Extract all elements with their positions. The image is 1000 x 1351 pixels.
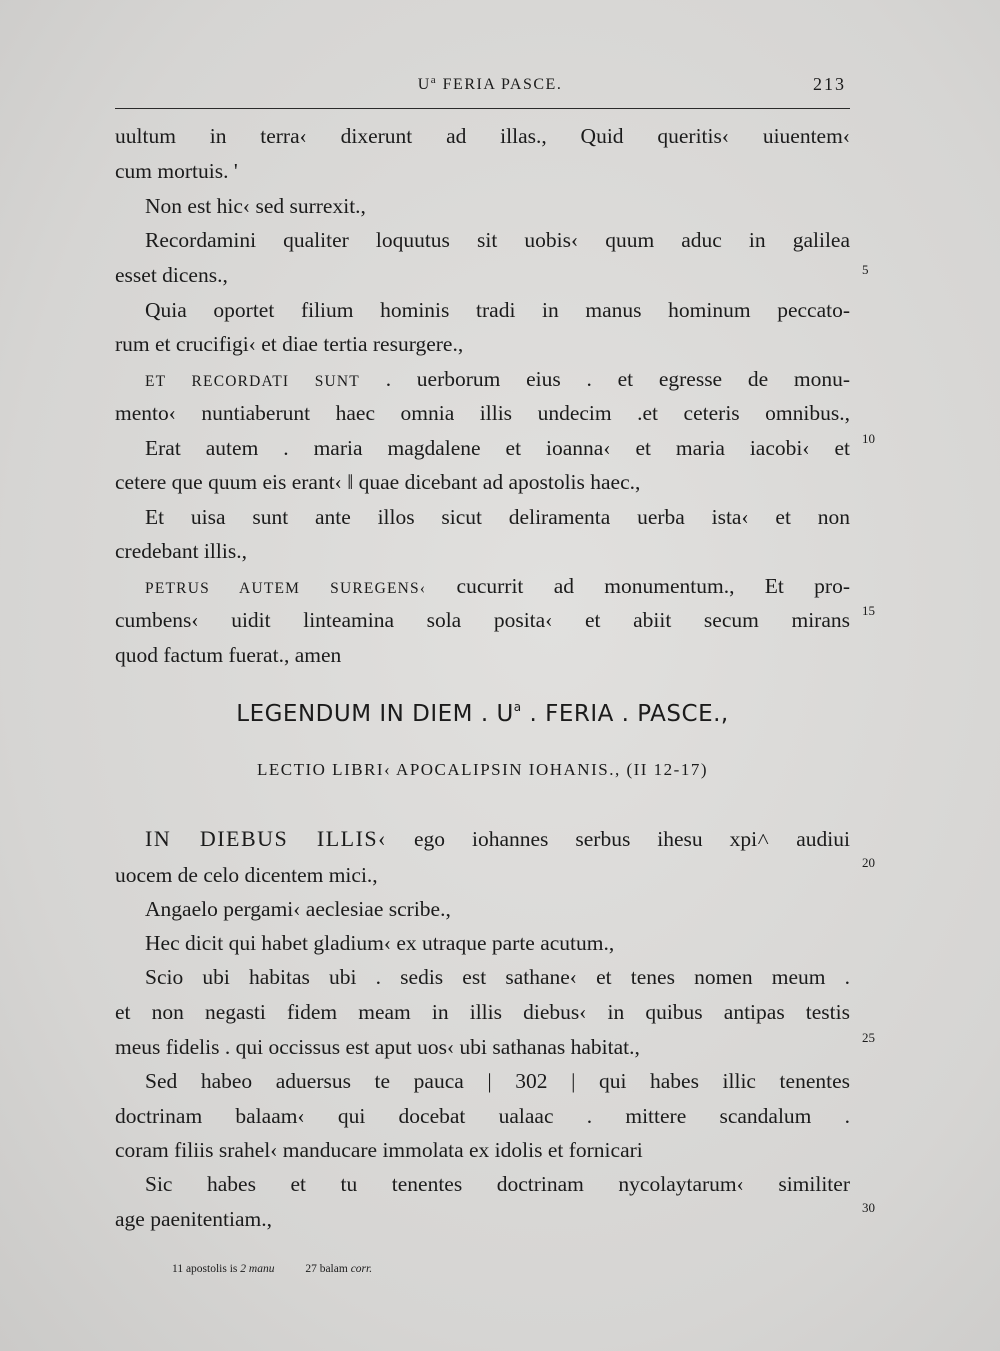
line-number: 30	[862, 1200, 875, 1215]
text-line: cumbens‹ uidit linteamina sola posita‹ et abiit secum mirans	[115, 608, 850, 632]
running-title: $U^a$ FERIA PASCE.	[417, 74, 563, 93]
text-line: meus fidelis . qui occissus est aput uos‹ ubi sathanas habitat.,	[115, 1035, 640, 1059]
text-line: cum mortuis. '	[115, 159, 238, 183]
text-line: coram filiis srahel‹ manducare immolata ex idolis et fornicari	[115, 1138, 643, 1162]
text-line: Sed habeo aduersus te pauca | 302 | qui habes illic tenentes	[145, 1069, 850, 1093]
line-number: 20	[862, 855, 875, 870]
text-line: ET RECORDATI SUNT . uerborum eius . et egresse de monu-	[145, 367, 850, 391]
text-line: PETRUS AUTEM SUREGENS‹ cucurrit ad monumentum., Et pro-	[145, 574, 850, 598]
running-head	[115, 74, 850, 98]
text-line: Non est hic‹ sed surrexit.,	[145, 194, 366, 218]
text-line: Recordamini qualiter loquutus sit uobis‹ quum aduc in galilea	[145, 228, 850, 252]
footnote: 11 apostolis is 2 manu	[172, 1263, 275, 1275]
line-number: 15	[862, 603, 875, 618]
text-line: mento‹ nuntiaberunt haec omnia illis undecim .et ceteris omnibus.,	[115, 401, 850, 425]
section-heading: LEGENDUM IN DIEM . $U^a$ . FERIA . PASCE.,	[236, 700, 729, 727]
line-number: 5	[862, 262, 869, 277]
text-line: quod factum fuerat., amen	[115, 643, 342, 667]
line-number: 10	[862, 431, 875, 446]
header-rule	[115, 108, 850, 109]
text-line: Quia oportet filium hominis tradi in manus hominum peccato-	[145, 298, 850, 322]
text-line: IN DIEBUS ILLIS‹ ego iohannes serbus ihesu xpi˄ audiui	[145, 826, 850, 851]
text-line: Angaelo pergami‹ aeclesiae scribe.,	[145, 897, 451, 921]
text-line: Et uisa sunt ante illos sicut deliramenta uerba ista‹ et non	[145, 505, 850, 529]
section-subheading: LECTIO LIBRI‹ APOCALIPSIN IOHANIS., (II 12-17)	[257, 760, 708, 779]
text-line: age paenitentiam.,	[115, 1207, 272, 1231]
text-line: doctrinam balaam‹ qui docebat ualaac . mittere scandalum .	[115, 1104, 850, 1128]
text-line: Erat autem . maria magdalene et ioanna‹ et maria iacobi‹ et	[145, 436, 850, 460]
text-line: cetere que quum eis erant‹ ‖ quae dicebant ad apostolis haec.,	[115, 470, 641, 494]
text-line: Sic habes et tu tenentes doctrinam nycolaytarum‹ similiter	[145, 1172, 850, 1196]
text-line: et non negasti fidem meam in illis diebus‹ in quibus antipas testis	[115, 1000, 850, 1024]
text-line: Hec dicit qui habet gladium‹ ex utraque parte acutum.,	[145, 931, 615, 955]
text-line: rum et crucifigi‹ et diae tertia resurgere.,	[115, 332, 464, 356]
footnote: 27 balam corr.	[305, 1263, 373, 1275]
text-line: uultum in terra‹ dixerunt ad illas., Quid queritis‹ uiuentem‹	[115, 124, 850, 148]
line-number: 25	[862, 1030, 875, 1045]
page-number: 213	[813, 74, 846, 94]
text-line: Scio ubi habitas ubi . sedis est sathane‹ et tenes nomen meum .	[145, 965, 850, 989]
text-line: esset dicens.,	[115, 263, 228, 287]
text-line: uocem de celo dicentem mici.,	[115, 863, 378, 887]
text-line: credebant illis.,	[115, 539, 247, 563]
footnotes	[172, 1263, 400, 1275]
